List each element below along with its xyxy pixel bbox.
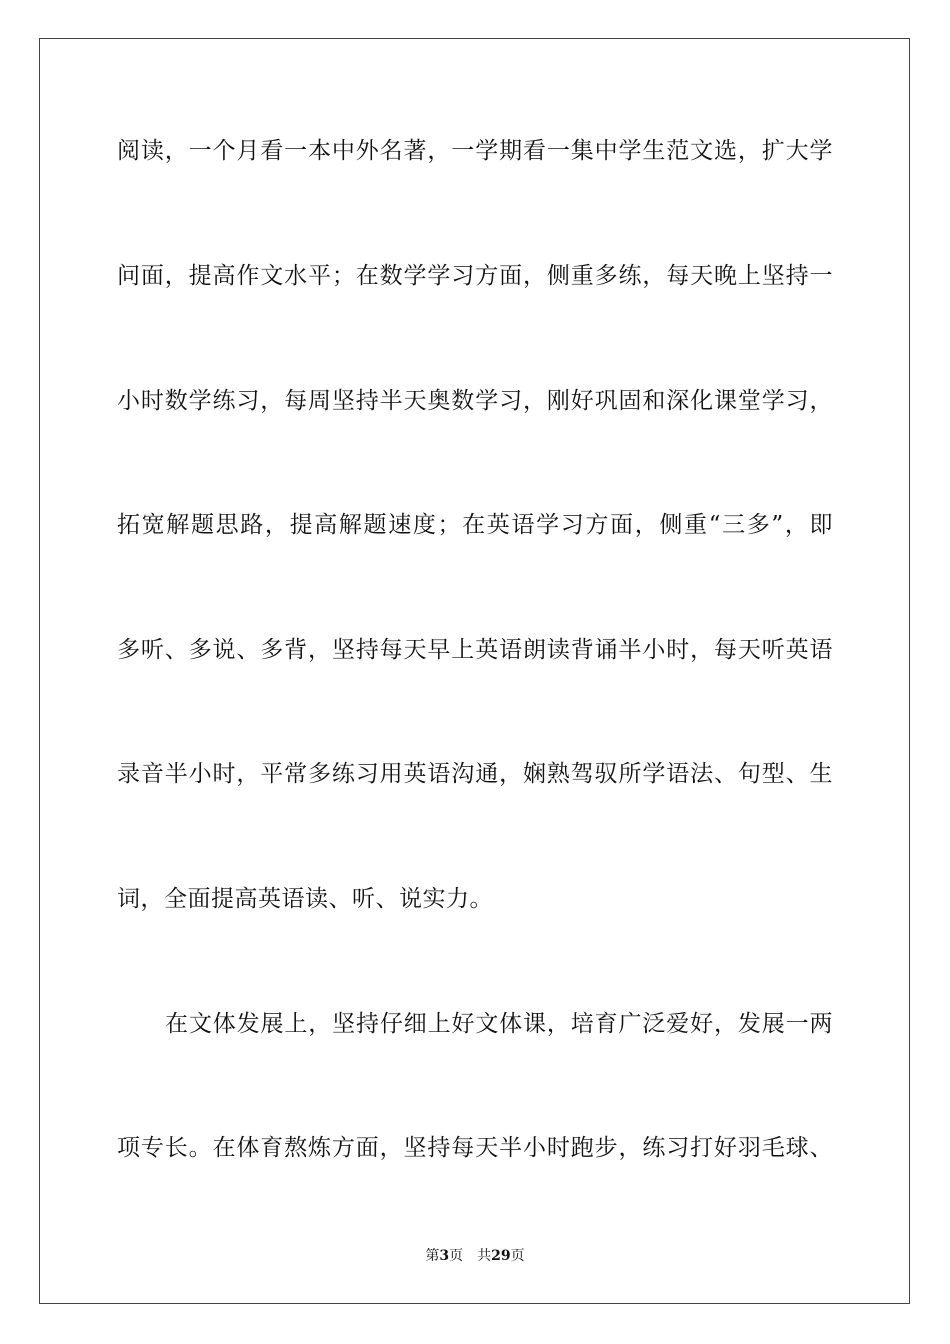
- page-suffix: 页: [449, 1248, 464, 1264]
- body-line-5: 多听、多说、多背，坚持每天早上英语朗读背诵半小时，每天听英语: [117, 637, 833, 663]
- page-frame: [39, 38, 910, 1304]
- total-suffix: 页: [510, 1248, 525, 1264]
- body-line-1: 阅读，一个月看一本中外名著，一学期看一集中学生范文选，扩大学: [117, 138, 833, 164]
- body-line-6: 录音半小时，平常多练习用英语沟通，娴熟驾驭所学语法、句型、生: [117, 761, 833, 787]
- body-line-3: 小时数学练习，每周坚持半天奥数学习，刚好巩固和深化课堂学习，: [117, 388, 833, 414]
- body-line-2: 问面，提高作文水平；在数学学习方面，侧重多练，每天晚上坚持一: [117, 263, 833, 289]
- body-line-4: 拓宽解题思路，提高解题速度；在英语学习方面，侧重“三多”，即: [117, 512, 833, 538]
- page-prefix: 第: [425, 1248, 440, 1264]
- page-number: 3: [439, 1248, 450, 1264]
- total-pages: 29: [491, 1248, 511, 1264]
- body-line-7: 词，全面提高英语读、听、说实力。: [117, 886, 493, 912]
- total-prefix: 共: [477, 1248, 492, 1264]
- body-line-8: 在文体发展上，坚持仔细上好文体课，培育广泛爱好，发展一两: [165, 1011, 833, 1037]
- body-line-9: 项专长。在体育熬炼方面，坚持每天半小时跑步，练习打好羽毛球、: [117, 1135, 833, 1161]
- page-footer: [0, 1246, 950, 1266]
